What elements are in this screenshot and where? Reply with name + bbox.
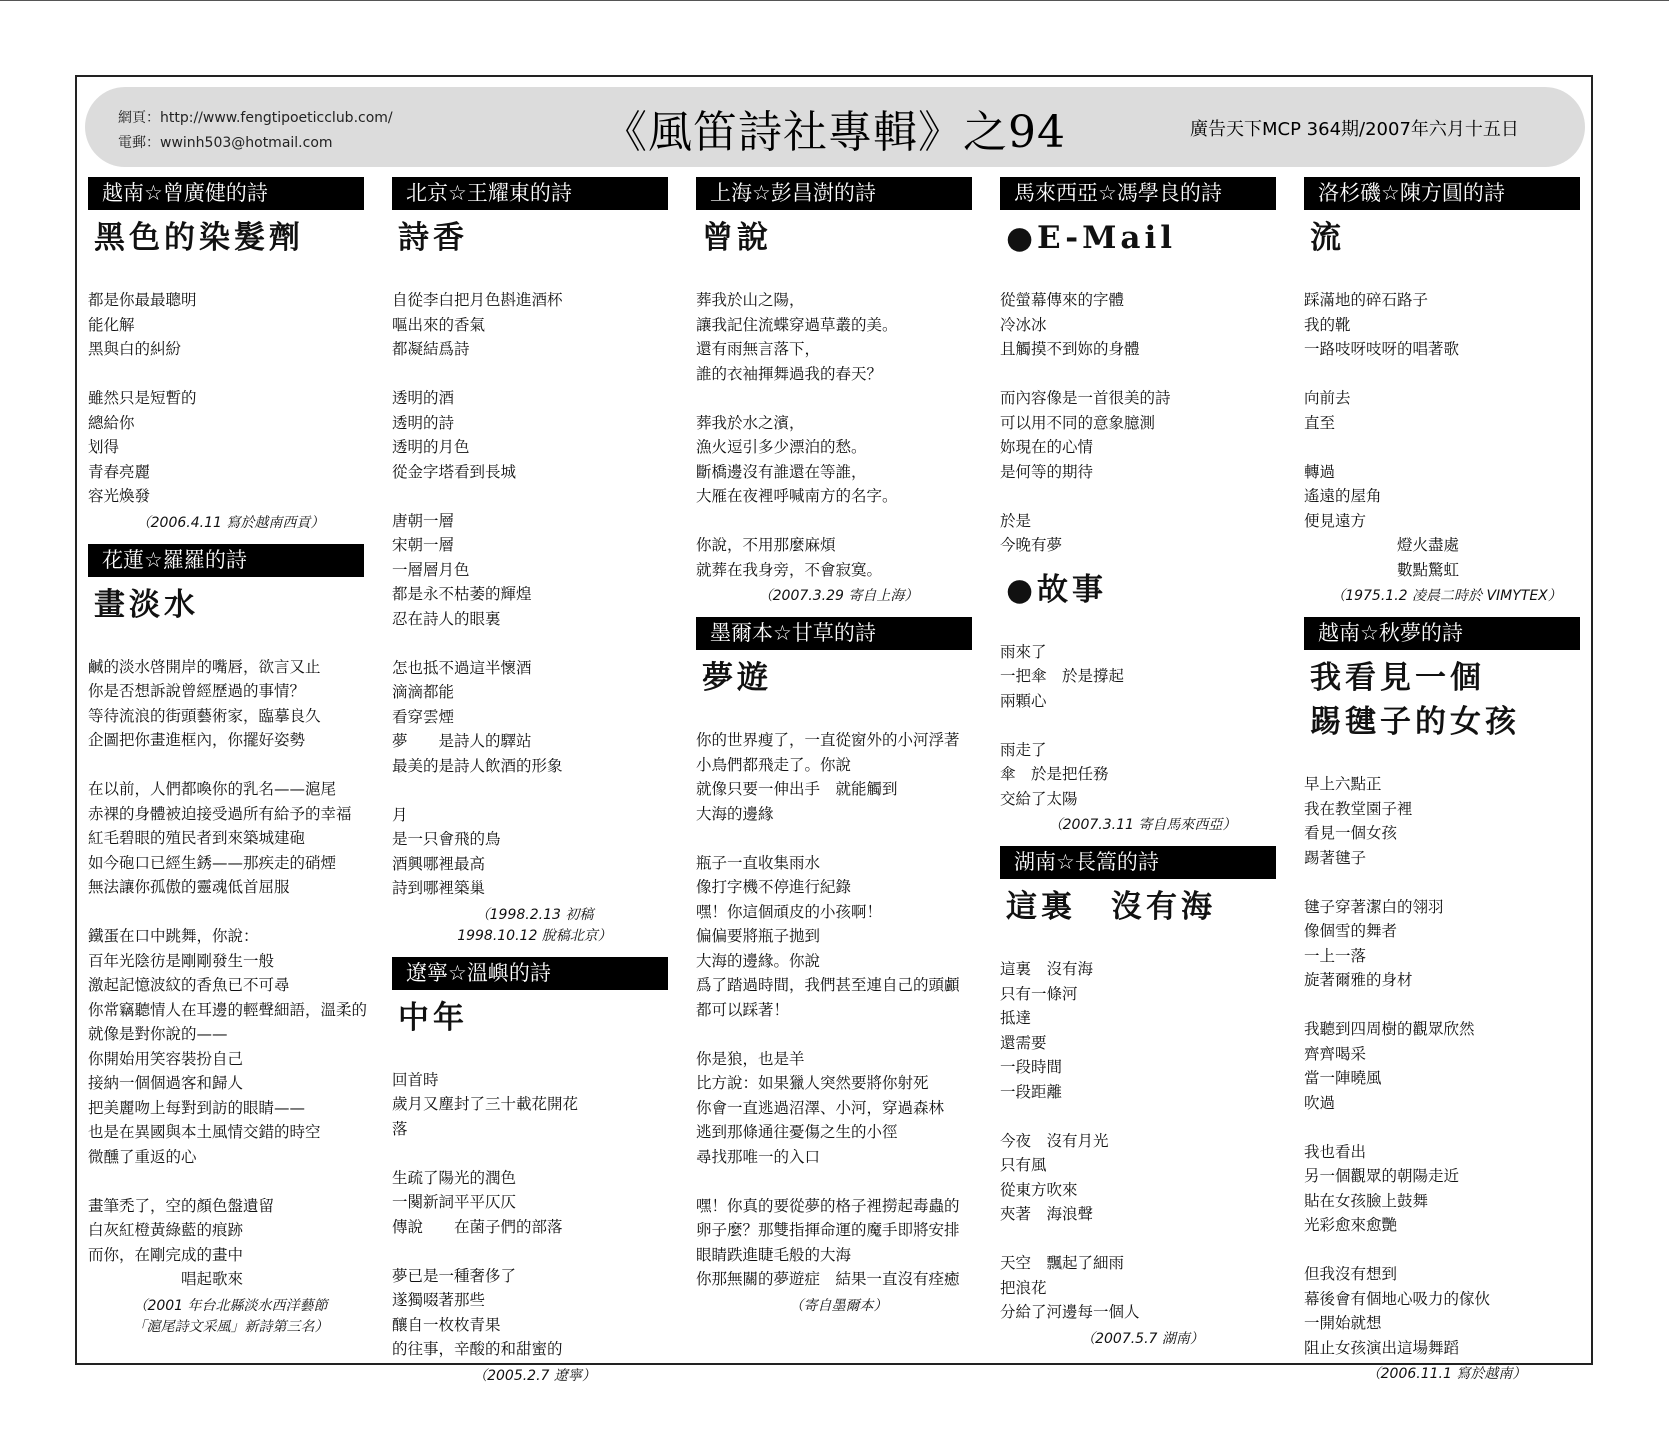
section-heading: 越南☆曾廣健的詩 — [88, 177, 364, 210]
poem-note: （2006.11.1 寫於越南） — [1366, 1366, 1527, 1382]
poem-body: 你的世界瘦了，一直從窗外的小河浮著 小鳥們都飛走了。你說 就像只要一伸出手 就能觸到 大海的邊緣 瓶子一直收集雨水 像打字機不停進行紀錄 嘿！你這個頑皮的小孩啊！ 偏偏要將瓶子拋到 大海的邊緣。你說 爲了踏過時間，我們甚至連自己的頭顱 都可以踩著！ 你是狼，也是羊 比方說：如果獵人突然要將你射死 你會一直逃過沼澤、小河，穿過森林 逃到那條通往憂傷之生的小徑 尋找那唯一的入口 嘿！你真的要從夢的格子裡撈起毒蟲的 卵子麼？那雙指揮命運的魔手即將安排 眼睛跌進睫毛般的大海 你那無關的夢遊症 結果一直沒有痊癒 — [696, 731, 960, 1288]
poem-title: ●E-Mail — [1006, 220, 1177, 256]
poem-title: 曾說 — [702, 220, 772, 256]
poem-body: 早上六點正 我在教堂園子裡 看見一個女孩 踢著毽子 毽子穿著潔白的翎羽 像個雪的舞者 一上一落 旋著爾雅的身材 我聽到四周樹的觀眾欣然 齊齊喝采 當一陣曉風 吹過 我也看出 另一個觀眾的朝陽走近 貼在女孩臉上鼓舞 光彩愈來愈艷 但我沒有想到 幕後會有個地心吸力的傢伙 一開始就想 阻止女孩演出這場舞蹈 — [1304, 775, 1491, 1357]
poem-body: 雨來了 一把傘 於是撐起 兩顆心 雨走了 傘 於是把任務 交給了太陽 — [1000, 642, 1125, 808]
poem-block — [392, 957, 677, 1387]
section-heading: 馬來西亞☆馮學良的詩 — [1000, 177, 1276, 210]
issue-info: 廣告天下MCP 364期/2007年六月十五日 — [1190, 119, 1519, 140]
poem-note: （1975.1.2 凌晨二時於 VIMYTEX） — [1331, 588, 1562, 604]
poem-body: 從螢幕傳來的字體 冷冰冰 且觸摸不到妳的身體 而內容像是一首很美的詩 可以用不同的意象臆測 妳現在的心情 是何等的期待 於是 今晚有夢 — [1000, 291, 1171, 554]
poem-body: 自從李白把月色斟進酒杯 嘔出來的香氣 都凝結爲詩 透明的酒 透明的詩 透明的月色 從金字塔看到長城 唐朝一層 宋朝一層 一層層月色 都是永不枯萎的輝煌 忍在詩人的眼裏 怎也抵不過這半懷酒 滴滴都能 看穿雲煙 夢 是詩人的驛站 最美的是詩人飲酒的形象 月 是一只會飛的鳥 酒興哪裡最高 詩到哪裡築巢 — [392, 291, 563, 897]
section-heading: 洛杉磯☆陳方圓的詩 — [1304, 177, 1580, 210]
top-rule — [0, 0, 1669, 1]
poem-block — [392, 177, 677, 947]
poem-block — [1304, 177, 1589, 607]
poem-title: ●故事 — [1006, 571, 1108, 608]
section-heading: 越南☆秋夢的詩 — [1304, 617, 1580, 650]
poem-title: 黑色的染髮劑 — [94, 220, 304, 256]
poem-note: （2005.2.7 遼寧） — [473, 1367, 596, 1384]
poem-title: 夢遊 — [702, 660, 772, 696]
poem-body: 回首時 歲月又塵封了三十載花開花 落 生疏了陽光的潤色 一闋新詞平平仄仄 傳說 在菌子們的部落 夢已是一種奢侈了 遂獨啜著那些 釀自一枚枚青果 的往事，辛酸的和甜蜜的 — [392, 1070, 579, 1358]
poem-note: （2006.4.11 寫於越南西貢） — [136, 514, 325, 531]
column-2 — [392, 177, 677, 1397]
poem-block — [696, 617, 981, 1317]
section-heading: 北京☆王耀東的詩 — [392, 177, 668, 210]
section-heading: 上海☆彭昌澍的詩 — [696, 177, 972, 210]
website-line: 網頁：http://www.fengtipoeticclub.com/ — [118, 110, 393, 126]
poem-note: （2001 年台北縣淡水西洋藝節 「滬尾詩文采風」新詩第三名） — [132, 1297, 329, 1335]
poem-body: 葬我於山之陽， 讓我記住流蝶穿過草叢的美。 還有雨無言落下， 誰的衣袖揮舞過我的春天？ 葬我於水之濱， 漁火逗引多少漂泊的愁。 斷橋邊沒有誰還在等誰， 大雁在夜裡呼喊南方的名字。 你說，不用那麼麻煩 就葬在我身旁，不會寂寞。 — [696, 291, 898, 579]
poem-body: 這裏 沒有海 只有一條河 抵達 還需要 一段時間 一段距離 今夜 沒有月光 只有風 從東方吹來 夾著 海浪聲 天空 飄起了細雨 把浪花 分給了河邊每一個人 — [1000, 960, 1140, 1321]
poem-note: （2007.3.11 寄自馬來西亞） — [1048, 817, 1237, 833]
poem-note: （2007.3.29 寄自上海） — [758, 588, 919, 604]
poem-body: 踩滿地的碎石路子 我的靴 一路吱呀吱呀的唱著歌 向前去 直至 轉過 遙遠的屋角 便見遠方 燈火盡處 數點驚虹 — [1304, 291, 1460, 579]
poem-block — [1000, 177, 1285, 558]
column-4 — [1000, 177, 1285, 1360]
poem-block — [1000, 568, 1285, 837]
poem-title: 這裏 沒有海 — [1006, 889, 1216, 925]
column-1 — [88, 177, 373, 1348]
column-5 — [1304, 177, 1589, 1395]
poem-title: 詩香 — [398, 220, 468, 256]
poem-title: 中年 — [398, 999, 468, 1036]
poem-note: （1998.2.13 初稿 1998.10.12 脫稿北京） — [457, 906, 612, 944]
poem-title: 我看見一個 踢毽子的女孩 — [1310, 660, 1520, 740]
poem-title: 畫淡水 — [94, 586, 199, 623]
section-heading: 遼寧☆溫嶼的詩 — [392, 957, 668, 990]
section-heading: 湖南☆長篙的詩 — [1000, 846, 1276, 879]
poem-note: （寄自墨爾本） — [789, 1297, 888, 1314]
poem-body: 都是你最最聰明 能化解 黑與白的糾紛 雖然只是短暫的 總給你 划得 青春亮麗 容光煥發 — [88, 291, 197, 505]
poem-block — [696, 177, 981, 607]
section-heading: 墨爾本☆甘草的詩 — [696, 617, 972, 650]
poem-title: 流 — [1310, 220, 1345, 256]
email-line: 電郵：wwinh503@hotmail.com — [118, 135, 333, 151]
poem-block — [1304, 617, 1589, 1385]
poem-note: （2007.5.7 湖南） — [1081, 1330, 1204, 1347]
poem-body: 鹹的淡水啓開岸的嘴唇，欲言又止 你是否想訴說曾經歷過的事情？ 等待流浪的街頭藝術家，臨摹良久 企圖把你畫進框內，你擺好姿勢 在以前，人們都喚你的乳名——滬尾 赤裸的身體被迫接受過所有給予的幸福 紅毛碧眼的殖民者到來築城建砲 如今砲口已經生銹——那疾走的硝煙 無法讓你孤傲的靈魂低首屈服 鐵蛋在口中跳舞，你說： 百年光陰彷是剛剛發生一般 激起記憶波紋的香魚已不可尋 你常竊聽情人在耳邊的輕聲細語，溫柔的 就像是對你說的—— 你開始用笑容裝扮自己 接納一個個過客和歸人 把美麗吻上每對到訪的眼睛—— 也是在異國與本土風情交錯的時空 微醺了重返的心 畫筆禿了，空的顏色盤遺留 白灰紅橙黃綠藍的痕跡 而你，在剛完成的畫中 唱起歌來 — [88, 657, 368, 1288]
page-title: 《風笛詩社專輯》之94 — [603, 107, 1066, 158]
poem-block — [1000, 846, 1285, 1350]
poem-block — [88, 177, 373, 534]
column-3 — [696, 177, 981, 1327]
poem-block — [88, 544, 373, 1338]
section-heading: 花蓮☆羅羅的詩 — [88, 544, 364, 577]
